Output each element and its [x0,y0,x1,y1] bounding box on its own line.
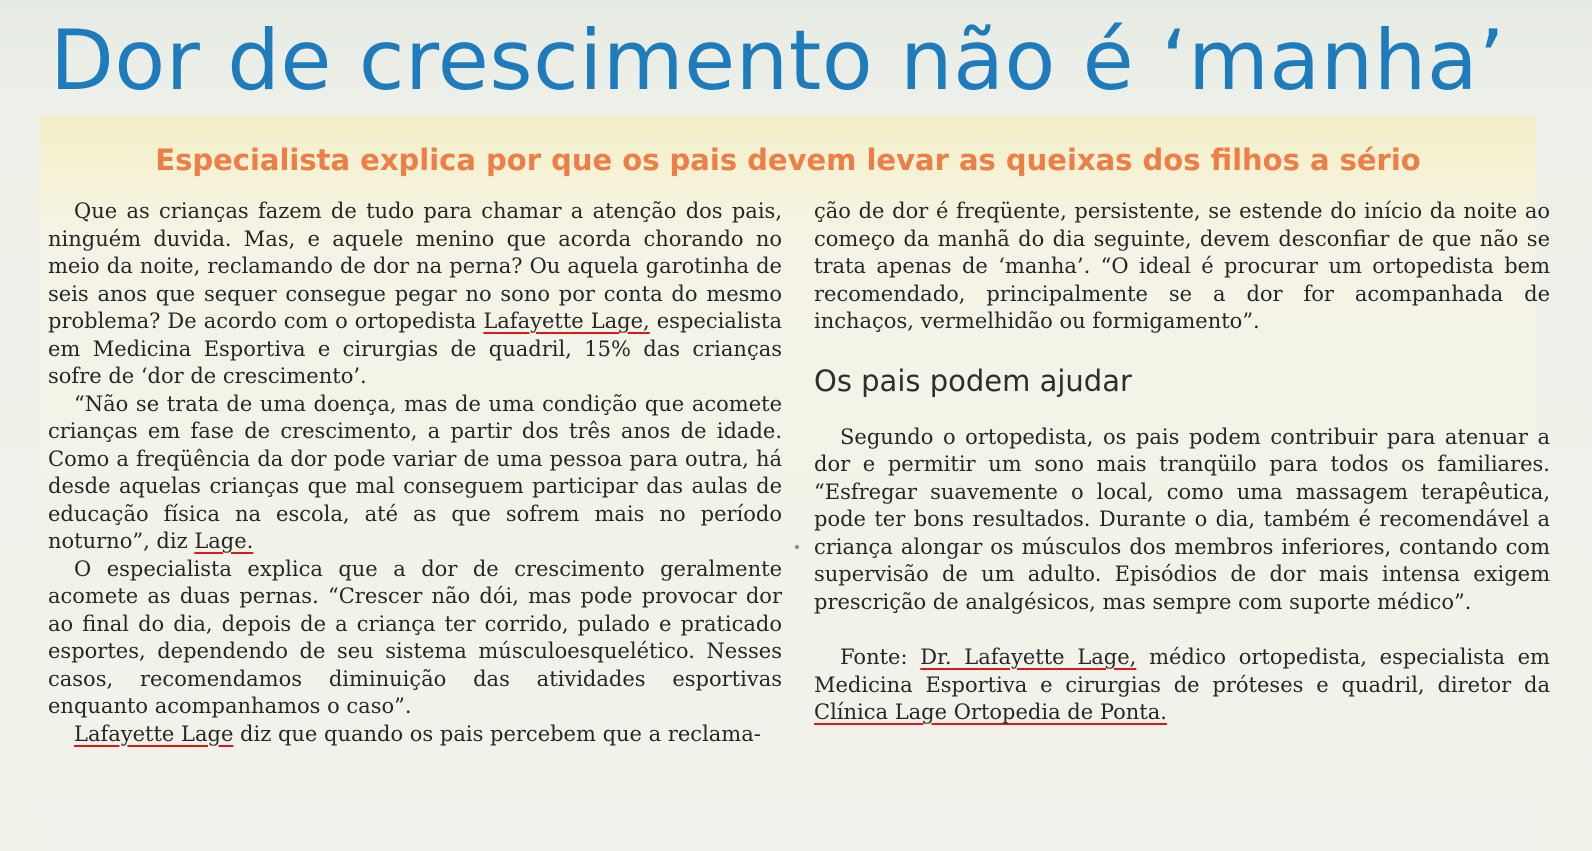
paragraph: Lafayette Lage diz que quando os pais percebem que a reclama- [74,721,761,746]
spacer [814,616,1550,644]
highlighted-name: Lage. [194,529,254,553]
highlighted-name: Lafayette Lage [74,721,234,746]
right-column [814,198,1550,727]
highlighted-name: Lafayette Lage, [483,309,650,333]
section-subheading: Os pais podem ajudar [814,363,1132,398]
paragraph: ção de dor é freqüente, persistente, se estende do início da noite ao começo da manhã do dia seguinte, devem desconfiar de que não se trata apenas de ‘manha’. “O ideal é procurar um ortopedista bem recomendado, principalmente se a dor for acompanhada de inchaços, vermelhidão ou formigamento”. [814,199,1550,333]
source-credit: Fonte: Dr. Lafayette Lage, médico ortopedista, especialista em Medicina Esportiva e cirurgias de próteses e quadril, diretor da Clínica Lage Ortopedia de Ponta. [814,645,1550,724]
highlighted-name: Dr. Lafayette Lage, [920,645,1137,669]
highlighted-clinic: Clínica Lage Ortopedia de Ponta. [814,700,1167,724]
left-column [48,198,782,748]
paragraph: O especialista explica que a dor de crescimento geralmente acomete as duas pernas. “Crescer não dói, mas pode provocar dor ao final do dia, depois de a criança ter corrido, pulado e praticado esportes, dependendo de seu sistema músculoesquelético. Nesses casos, recomendamos diminuição das atividades esportivas enquanto acompanhamos o caso”. [48,556,782,718]
headline: Dor de crescimento não é ‘manha’ [50,12,1506,109]
subtitle: Especialista explica por que os pais devem levar as queixas dos filhos a sério [155,143,1421,177]
paragraph: “Não se trata de uma doença, mas de uma condição que acomete crianças em fase de crescimento, a partir dos três anos de idade. Como a freqüência da dor pode variar de uma pessoa para outra, há desde aquelas crianças que mal conseguem participar das aulas de educação física na escola, até as que sofrem mais no período noturno”, diz Lage. [48,391,782,553]
paragraph: Segundo o ortopedista, os pais podem contribuir para atenuar a dor e permitir um sono mais tranqüilo para todos os familiares. “Esfregar suavemente o local, como uma massagem terapêutica, pode ter bons resultados. Durante o dia, também é recomendável a criança alongar os músculos dos membros inferiores, contando com supervisão de um adulto. Episódios de dor mais intensa exigem prescrição de analgésicos, mas sempre com suporte médico”. [814,424,1550,614]
print-speck [795,545,799,549]
paragraph: Que as crianças fazem de tudo para chamar a atenção dos pais, ninguém duvida. Mas, e aquele menino que acorda chorando no meio da noite, reclamando de dor na perna? Ou aquela garotinha de seis anos que sequer consegue pegar no sono por conta do mesmo problema? De acordo com o ortopedista Lafayette Lage, especialista em Medicina Esportiva e cirurgias de quadril, 15% das crianças sofre de ‘dor de crescimento’. [48,199,782,388]
